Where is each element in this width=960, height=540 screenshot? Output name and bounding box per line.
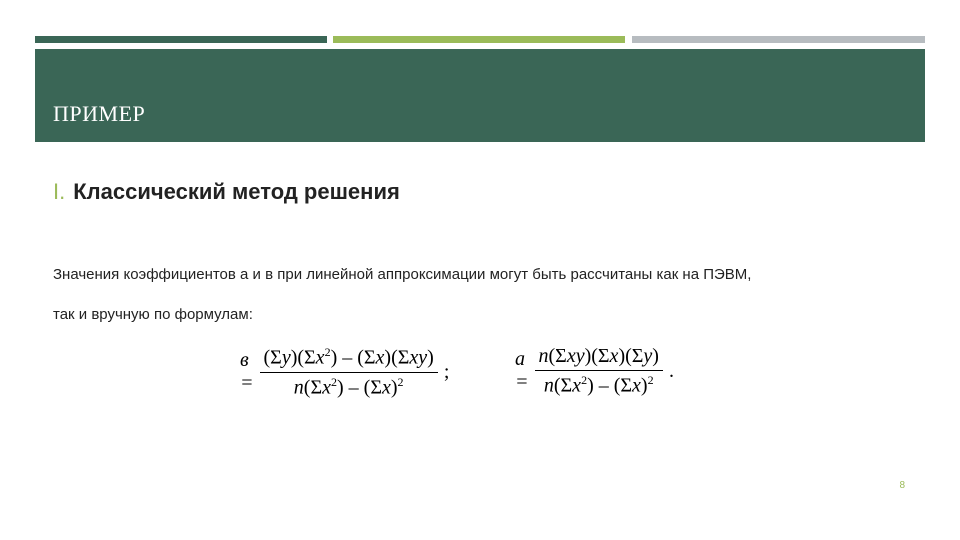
formula-separator: ; xyxy=(443,360,450,383)
title-banner xyxy=(35,49,925,142)
formula-b-lhs: в = xyxy=(240,349,254,395)
page-number: 8 xyxy=(899,480,905,491)
fraction-bar xyxy=(260,372,438,373)
formula-b-denominator: $n(\Sigma x^2) - (\Sigma x)^2$ xyxy=(293,374,404,399)
formula-end: . xyxy=(668,359,674,382)
formula-a-fraction xyxy=(535,345,663,398)
accent-bar-dark-green xyxy=(35,36,327,43)
formula-a-numerator: n(Σxy)(Σx)(Σy) xyxy=(538,345,659,367)
fraction-bar xyxy=(535,370,663,371)
body-paragraph xyxy=(53,255,913,335)
top-accent-bars xyxy=(35,36,925,43)
slide-title: ПРИМЕР xyxy=(53,101,146,126)
formula-b-numerator: $(\Sigma y)(\Sigma x^2) - (\Sigma x)(\Sigma xy)$ xyxy=(263,345,434,369)
paragraph-line-1: Значения коэффициентов а и в при линейной аппроксимации могут быть рассчитаны как на ПЭВМ, xyxy=(53,266,752,283)
paragraph-line-2: так и вручную по формулам: xyxy=(53,306,253,323)
heading-number: I. xyxy=(53,179,66,204)
section-heading xyxy=(53,179,400,205)
formula-a-lhs: a = xyxy=(515,348,529,394)
accent-bar-gray xyxy=(632,36,925,43)
heading-text: Классический метод решения xyxy=(73,179,400,204)
formula-a xyxy=(515,345,674,398)
accent-bar-light-green xyxy=(333,36,625,43)
formula-a-denominator: $n(\Sigma x^2) - (\Sigma x)^2$ xyxy=(543,373,654,397)
formula-b-fraction xyxy=(260,345,438,399)
formula-b xyxy=(240,345,449,399)
